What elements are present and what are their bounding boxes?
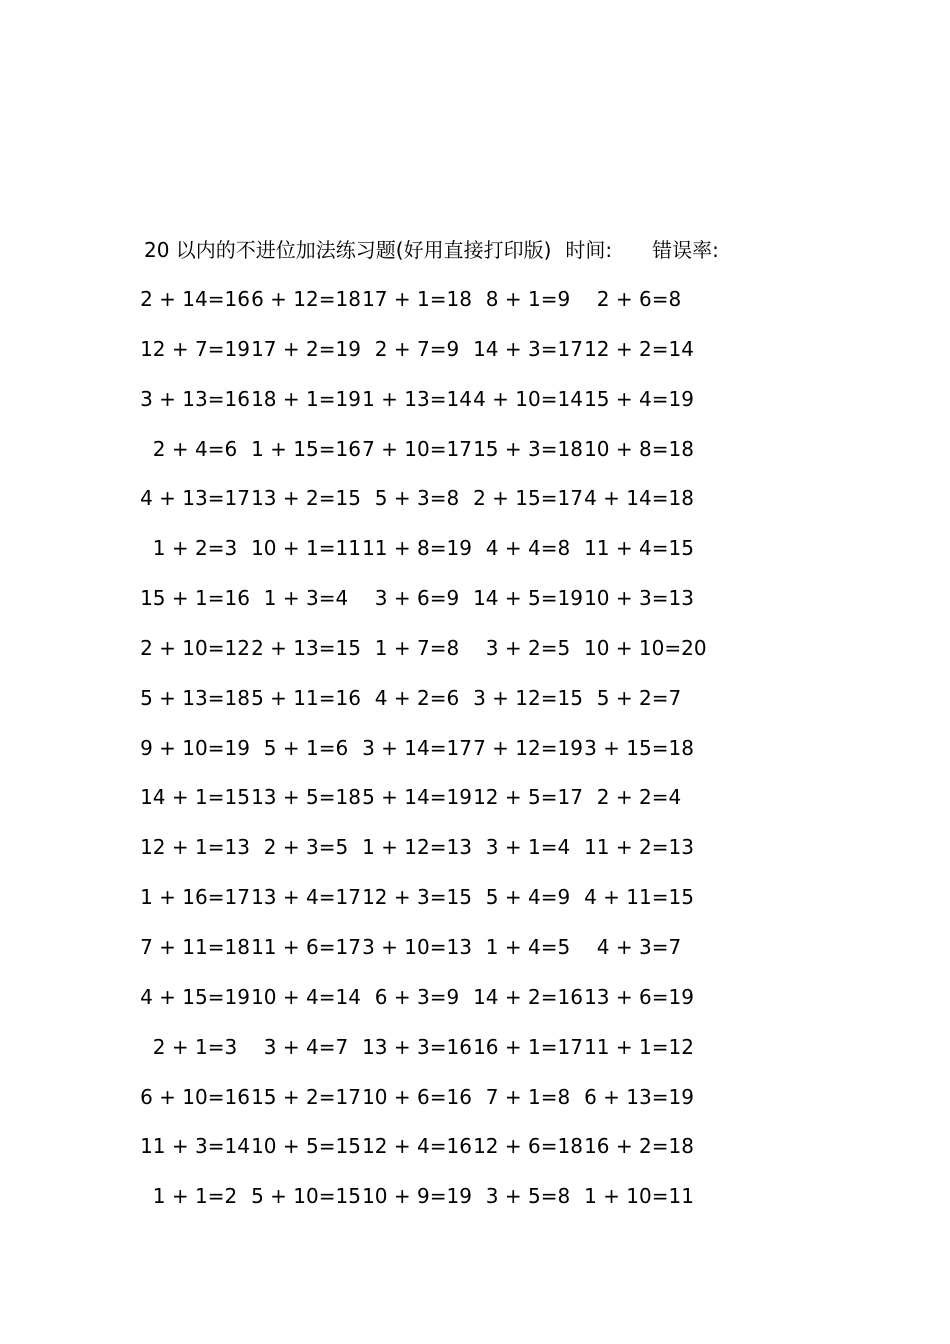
- problem-item: 11 + 6=17: [251, 934, 361, 959]
- problem-item: 15 + 4=19: [584, 386, 694, 411]
- problem-item: 2 + 2=4: [596, 785, 682, 810]
- problem-item: 2 + 10=12: [140, 635, 250, 660]
- problem-item: 2 + 15=17: [473, 486, 583, 511]
- problem-item: 3 + 5=8: [485, 1184, 571, 1209]
- problem-item: 4 + 11=15: [584, 885, 694, 910]
- problem-item: 15 + 1=16: [140, 586, 250, 611]
- problem-item: 1 + 1=2: [152, 1184, 238, 1209]
- problem-item: 3 + 14=17: [362, 735, 472, 760]
- problem-item: 3 + 12=15: [473, 685, 583, 710]
- problem-item: 3 + 2=5: [485, 635, 571, 660]
- problem-item: 16 + 1=17: [473, 1034, 583, 1059]
- problem-item: 17 + 1=18: [362, 287, 472, 311]
- problem-item: 10 + 1=11: [251, 536, 361, 561]
- problem-item: 4 + 15=19: [140, 984, 250, 1009]
- problem-item: 2 + 6=8: [596, 287, 682, 311]
- problem-item: 10 + 9=19: [362, 1184, 472, 1209]
- problem-item: 9 + 10=19: [140, 735, 250, 760]
- problem-item: 3 + 10=13: [362, 934, 472, 959]
- problem-item: 4 + 10=14: [473, 386, 583, 411]
- problem-item: 8 + 1=9: [485, 287, 571, 311]
- problem-item: 5 + 1=6: [263, 735, 349, 760]
- problem-item: 1 + 12=13: [362, 835, 472, 860]
- problem-item: 3 + 1=4: [485, 835, 571, 860]
- problem-item: 12 + 1=13: [140, 835, 250, 860]
- problem-item: 14 + 3=17: [473, 336, 583, 361]
- problem-item: 13 + 4=17: [251, 885, 361, 910]
- problem-item: 1 + 7=8: [374, 635, 460, 660]
- problem-item: 7 + 12=19: [473, 735, 583, 760]
- problem-item: 10 + 6=16: [362, 1084, 472, 1109]
- problem-item: 2 + 14=16: [140, 287, 250, 311]
- problem-item: 14 + 5=19: [473, 586, 583, 611]
- problem-item: 2 + 3=5: [263, 835, 349, 860]
- problem-item: 4 + 3=7: [596, 934, 682, 959]
- problem-item: 4 + 13=17: [140, 486, 250, 511]
- problem-item: 15 + 2=17: [251, 1084, 361, 1109]
- problem-item: 12 + 7=19: [140, 336, 250, 361]
- problem-item: 5 + 2=7: [596, 685, 682, 710]
- problem-item: 12 + 5=17: [473, 785, 583, 810]
- problem-item: 2 + 1=3: [152, 1034, 238, 1059]
- problem-item: 6 + 3=9: [374, 984, 460, 1009]
- problem-item: 7 + 11=18: [140, 934, 250, 959]
- problem-item: 4 + 4=8: [485, 536, 571, 561]
- problem-item: 6 + 10=16: [140, 1084, 250, 1109]
- problem-item: 5 + 4=9: [485, 885, 571, 910]
- problem-item: 7 + 1=8: [485, 1084, 571, 1109]
- problem-item: 1 + 3=4: [263, 586, 349, 611]
- problem-item: 2 + 7=9: [374, 336, 460, 361]
- problem-item: 11 + 8=19: [362, 536, 472, 561]
- problem-item: 1 + 13=14: [362, 386, 472, 411]
- problem-item: 14 + 1=15: [140, 785, 250, 810]
- problem-item: 1 + 2=3: [152, 536, 238, 561]
- problem-item: 12 + 3=15: [362, 885, 472, 910]
- problem-item: 5 + 14=19: [362, 785, 472, 810]
- time-label: 时间:: [565, 238, 613, 262]
- problem-item: 6 + 13=19: [584, 1084, 694, 1109]
- problem-item: 11 + 4=15: [584, 536, 694, 561]
- problem-item: 5 + 11=16: [251, 685, 361, 710]
- problem-item: 11 + 1=12: [584, 1034, 694, 1059]
- problem-item: 3 + 15=18: [584, 735, 694, 760]
- problem-item: 1 + 15=16: [251, 436, 361, 461]
- problem-item: 14 + 2=16: [473, 984, 583, 1009]
- problem-item: 10 + 4=14: [251, 984, 361, 1009]
- problem-item: 12 + 2=14: [584, 336, 694, 361]
- problem-item: 13 + 5=18: [251, 785, 361, 810]
- problem-item: 1 + 4=5: [485, 934, 571, 959]
- problem-item: 3 + 4=7: [263, 1034, 349, 1059]
- problem-item: 10 + 5=15: [251, 1134, 361, 1159]
- problem-item: 3 + 6=9: [374, 586, 460, 611]
- problem-item: 13 + 3=16: [362, 1034, 472, 1059]
- problem-item: 1 + 16=17: [140, 885, 250, 910]
- page-header: [144, 236, 719, 264]
- problem-item: 16 + 2=18: [584, 1134, 694, 1159]
- problem-item: 18 + 1=19: [251, 386, 361, 411]
- problem-item: 10 + 3=13: [584, 586, 694, 611]
- problem-item: 5 + 10=15: [251, 1184, 361, 1209]
- problem-item: 11 + 3=14: [140, 1134, 250, 1159]
- problem-item: 6 + 12=18: [251, 287, 361, 311]
- worksheet-title: 20 以内的不进位加法练习题(好用直接打印版): [144, 238, 552, 262]
- problem-item: 4 + 2=6: [374, 685, 460, 710]
- problem-item: 1 + 10=11: [584, 1184, 694, 1209]
- problem-item: 11 + 2=13: [584, 835, 694, 860]
- problem-item: 2 + 13=15: [251, 635, 361, 660]
- error-rate-label: 错误率:: [652, 238, 719, 262]
- problem-item: 13 + 6=19: [584, 984, 694, 1009]
- problem-item: 7 + 10=17: [362, 436, 472, 461]
- problem-item: 12 + 4=16: [362, 1134, 472, 1159]
- problem-item: 15 + 3=18: [473, 436, 583, 461]
- problem-item: 5 + 3=8: [374, 486, 460, 511]
- problem-item: 10 + 8=18: [584, 436, 694, 461]
- problem-item: 17 + 2=19: [251, 336, 361, 361]
- problem-item: 13 + 2=15: [251, 486, 361, 511]
- problem-item: 4 + 14=18: [584, 486, 694, 511]
- problem-item: 12 + 6=18: [473, 1134, 583, 1159]
- problem-item: 2 + 4=6: [152, 436, 238, 461]
- problem-item: 5 + 13=18: [140, 685, 250, 710]
- problem-item: 10 + 10=20: [584, 635, 707, 660]
- problem-item: 3 + 13=16: [140, 386, 250, 411]
